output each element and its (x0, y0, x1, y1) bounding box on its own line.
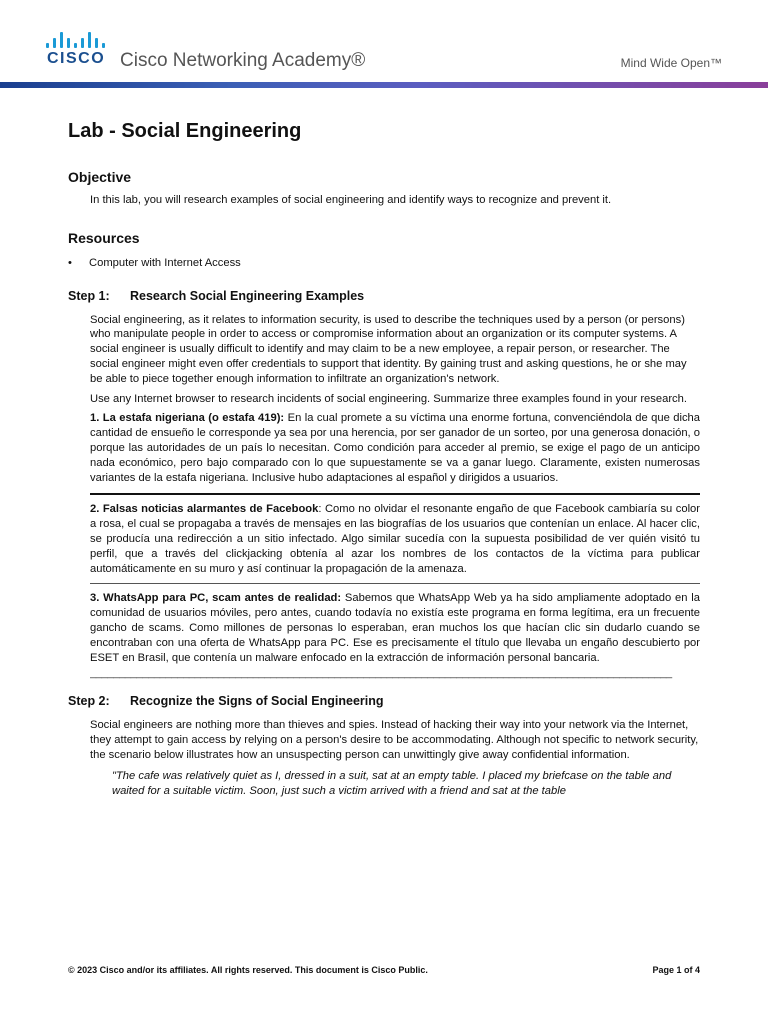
page-number: Page 1 of 4 (652, 965, 700, 975)
answer-line-3: ____________________________________________________________________________________________________ (90, 667, 672, 680)
bullet-icon: • (68, 256, 72, 269)
page-title: Lab - Social Engineering (68, 120, 302, 142)
tagline: Mind Wide Open™ (620, 56, 722, 70)
resources-heading: Resources (68, 229, 140, 246)
step1-paragraph: Social engineering, as it relates to information security, is used to describe the techniques used by a person (or persons) who manipulate people in order to access or compromise information about an organization or its computer systems. A social engineer is usually difficult to identify and may claim to be a new employee, a repair person, or researcher. The social engineer might even offer credentials to support that identity. By gaining trust and asking questions, he or she may be able to piece together enough information to infiltrate an organization's network. (90, 313, 687, 385)
copyright-text: © 2023 Cisco and/or its affiliates. All rights reserved. This document is Cisco Public. (68, 965, 428, 975)
example-2-title: 2. Falsas noticias alarmantes de Facebook (90, 503, 319, 516)
example-3-text: Sabemos que WhatsApp Web ya ha sido ampliamente adoptado en la comunidad de usuarios móviles, pero antes, cuando todavía no existía este programa en forma legítima, era un frecuente gancho de scams. Como millones de personas lo esperaban, eran muchos los que hacían clic sin dudarlo cuando se encontraban con una oferta de WhatsApp para PC. Ese es precisamente el título que llevaba un engaño descubierto por ESET en Brasil, que contenía un malware enfocado en la extracción de información personal bancaria. (90, 592, 700, 664)
cisco-logo-icon (46, 32, 112, 48)
document-body (68, 120, 700, 798)
objective-text: In this lab, you will research examples of social engineering and identify ways to recognize and prevent it. (90, 194, 612, 206)
step2-number: Step 2: (68, 694, 110, 709)
cisco-wordmark: CISCO (47, 50, 106, 67)
page-footer (68, 965, 700, 975)
objective-heading: Objective (68, 169, 132, 185)
resource-list-item (68, 256, 700, 271)
step1-number: Step 1: (68, 288, 110, 303)
example-1-title: 1. La estafa nigeriana (o estafa 419): (90, 412, 285, 425)
answer-line-2 (90, 583, 700, 584)
step2-paragraph: Social engineers are nothing more than thieves and spies. Instead of hacking their way into your network via the Internet, they attempt to gain access by relying on a person's desire to be accommodating. Although not specific to network security, the scenario below illustrates how an unsuspecting person can unwittingly give away confidential information. (90, 719, 699, 761)
step1-title: Research Social Engineering Examples (130, 288, 365, 303)
example-2 (90, 502, 700, 576)
example-2-text: : Como no olvidar el resonante engaño de que Facebook cambiaría su color a rosa, el cual se propagaba a través de mensajes en las biografías de los usuarios que contenían un enlace. Al hacer clic, se producía una redirección a un sitio infectado. Algo similar sucedía con la supuesta posibilidad de ver quién visitó tu perfil, que a través del clickjacking obtenía al azar los nombres de los contactos de la víctima para publicar automáticamente en su muro y así continuar la propagación de la amenaza. (90, 503, 701, 575)
step2-quote: "The cafe was relatively quiet as I, dressed in a suit, sat at an empty table. I placed my briefcase on the table and waited for a suitable victim. Soon, just such a victim arrived with a friend and sat at the table (112, 769, 672, 797)
page-header (0, 0, 768, 88)
header-gradient-rule (0, 82, 768, 88)
example-3-title: 3. WhatsApp para PC, scam antes de realidad: (90, 592, 342, 605)
resource-item-text: Computer with Internet Access (89, 256, 241, 269)
example-1-text: En la cual promete a su víctima una enorme fortuna, convenciéndola de que dicha cantidad de ensueño le corresponde ya sea por una herencia, por ser ganador de un sorteo, por una generosa donación, o porque las autoridades de un país lo necesitan. Como condición para acceder al premio, se exige el pago de un anticipo nada económico, pero bajo comparado con lo que supuestamente se va a ganar luego. Claramente, existen numerosas variantes de la estafa nigeriana. Inclusive hubo adaptaciones al español y dirigidos a usuarios. (90, 412, 700, 484)
example-3 (90, 591, 700, 665)
step2-title: Recognize the Signs of Social Engineering (130, 694, 384, 709)
step1-instructions: Use any Internet browser to research incidents of social engineering. Summarize three examples found in your research. (90, 392, 687, 405)
answer-line-1 (90, 493, 700, 495)
academy-title: Cisco Networking Academy® (120, 50, 366, 71)
example-1 (90, 411, 700, 485)
step1-heading (68, 289, 700, 303)
step2-heading (68, 694, 700, 708)
